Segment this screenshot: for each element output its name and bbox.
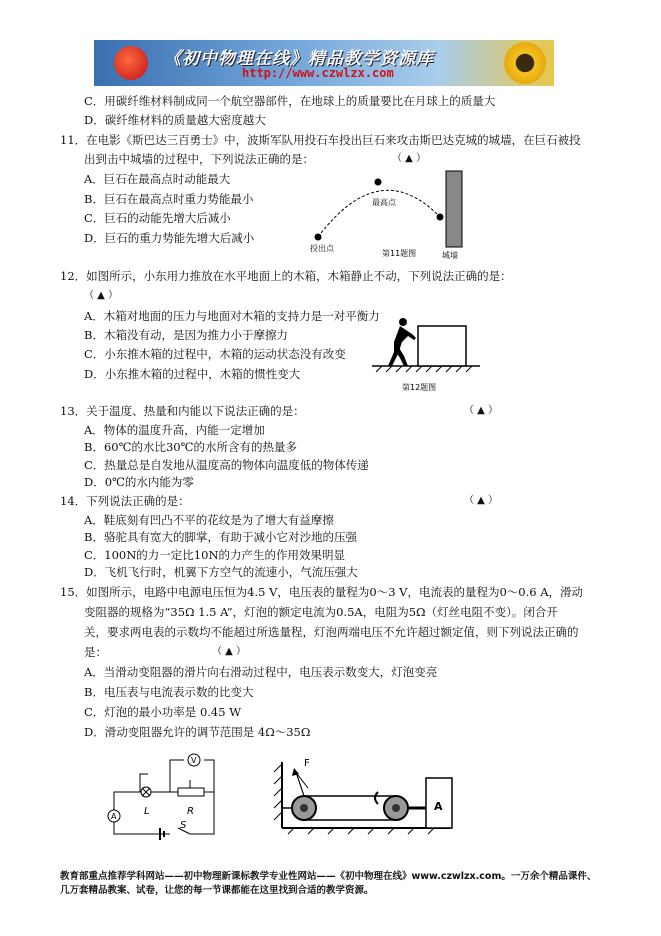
q13-answer-blank: （ ▲ ） (464, 405, 499, 416)
hook (375, 792, 378, 804)
q12-figure (368, 312, 488, 398)
site-logo-icon (114, 46, 148, 80)
banner-title: 《初中物理在线》精品教学资源库 (164, 49, 434, 69)
q15-circuit-figure (100, 750, 230, 860)
label-wall: 城墙 (442, 251, 458, 260)
lamp-label: L (144, 806, 150, 817)
q15-stem-line1: 15．如图所示，电路中电源电压恒为4.5 V，电压表的量程为0～3 V，电流表的量程为0～0.6 A，滑动 (60, 585, 584, 599)
highest-point (375, 179, 382, 186)
footer-line1: 教育部重点推荐学科网站——初中物理新课标教学专业性网站——《初中物理在线》www.czwlzx.com。一万余个精品课件、 (60, 871, 597, 882)
q11-figure (300, 165, 480, 265)
q11-stem-line2: 出到击中城墙的过程中，下列说法正确的是： (84, 152, 314, 166)
sunflower-icon (504, 42, 546, 84)
impact-point (437, 214, 444, 221)
q15-option-b: B．电压表与电流表示数的比变大 (84, 685, 254, 699)
q13-option-b: B．60℃的水比30℃的水所含有的热量多 (84, 440, 297, 454)
q14-option-b: B．骆驼具有宽大的脚掌，有助于减小它对沙地的压强 (84, 530, 357, 544)
q16-pulley-figure (268, 752, 458, 842)
q11-option-b: B．巨石在最高点时重力势能最小 (84, 192, 254, 206)
block-a-label: A (434, 800, 443, 813)
launch-point (315, 234, 322, 241)
q11-figure-caption: 第11题图 (382, 249, 417, 258)
q14-option-a: A．鞋底刻有凹凸不平的花纹是为了增大有益摩擦 (84, 513, 334, 527)
q12-option-c: C．小东推木箱的过程中，木箱的运动状态没有改变 (84, 347, 346, 361)
q12-option-b: B．木箱没有动，是因为推力小于摩擦力 (84, 328, 288, 342)
q15-stem-line3: 关，要求两电表的示数均不能超过所选量程，灯泡两端电压不允许超过额定值，则下列说法正确的 (84, 625, 579, 639)
q12-answer-blank: （ ▲ ） (84, 290, 119, 301)
q13-stem: 13．关于温度、热量和内能以下说法正确的是： (60, 404, 305, 418)
q11-option-a: A．巨石在最高点时动能最大 (84, 172, 231, 186)
wooden-box (418, 326, 466, 366)
q11-answer-blank: （ ▲ ） (392, 153, 427, 164)
q12-figure-caption: 第12题图 (402, 383, 437, 392)
force-label: F (304, 758, 310, 769)
footer-line2: 几万套精品教案、试卷，让您的每一节课都能在这里找到合适的教学资源。 (60, 885, 374, 896)
q14-answer-blank: （ ▲ ） (464, 495, 499, 506)
voltmeter-label: V (191, 756, 197, 765)
ground-hatching (376, 366, 472, 372)
q13-option-a: A．物体的温度升高，内能一定增加 (84, 423, 265, 437)
q13-option-c: C．热量总是自发地从温度高的物体向温度低的物体传递 (84, 458, 369, 472)
label-highest: 最高点 (372, 198, 396, 207)
q11-stem-line1: 11．在电影《斯巴达三百勇士》中，波斯军队用投石车投出巨石来攻击斯巴达克城的城墙，在巨石被投 (60, 133, 581, 147)
q14-option-c: C．100N的力一定比10N的力产生的作用效果明显 (84, 548, 346, 562)
rheostat-symbol (178, 788, 204, 796)
q15-stem-line4: 是： (84, 645, 107, 659)
wall-hatching (274, 764, 282, 820)
q14-option-d: D．飞机飞行时，机翼下方空气的流速小，气流压强大 (84, 565, 358, 579)
q15-option-a: A．当滑动变阻器的滑片向右滑动过程中，电压表示数变大，灯泡变亮 (84, 665, 438, 679)
person-pushing-icon (388, 318, 416, 366)
header-banner (94, 40, 554, 86)
q11-option-d: D．巨石的重力势能先增大后减小 (84, 231, 255, 245)
q10-option-d: D．碳纤维材料的质量越大密度越大 (84, 113, 266, 127)
q12-option-d: D．小东推木箱的过程中，木箱的惯性变大 (84, 367, 301, 381)
q11-option-c: C．巨石的动能先增大后减小 (84, 211, 231, 225)
city-wall (446, 171, 462, 247)
q15-stem-line2: 变阻器的规格为“35Ω 1.5 A”，灯泡的额定电流为0.5A，电阻为5Ω（灯丝电阻不变）。闭合开 (84, 605, 558, 619)
q15-answer-blank: （ ▲ ） (212, 646, 247, 657)
q10-option-c: C．用碳纤维材料制成同一个航空器部件，在地球上的质量要比在月球上的质量大 (84, 94, 496, 108)
q15-option-c: C．灯泡的最小功率是 0.45 W (84, 705, 242, 719)
ammeter-label: A (111, 812, 117, 821)
rheostat-label: R (187, 806, 194, 817)
q14-stem: 14．下列说法正确的是： (60, 494, 190, 508)
q12-option-a: A．木箱对地面的压力与地面对木箱的支持力是一对平衡力 (84, 309, 380, 323)
switch-label: S (180, 820, 187, 831)
label-launch: 投出点 (310, 244, 334, 253)
q12-stem: 12．如图所示，小东用力推放在水平地面上的木箱，木箱静止不动，下列说法正确的是： (60, 269, 512, 283)
q15-option-d: D．滑动变阻器允许的调节范围是 4Ω～35Ω (84, 725, 311, 739)
banner-url[interactable]: http://www.czwlzx.com (242, 66, 394, 80)
q13-option-d: D．0℃的水内能为零 (84, 475, 194, 489)
